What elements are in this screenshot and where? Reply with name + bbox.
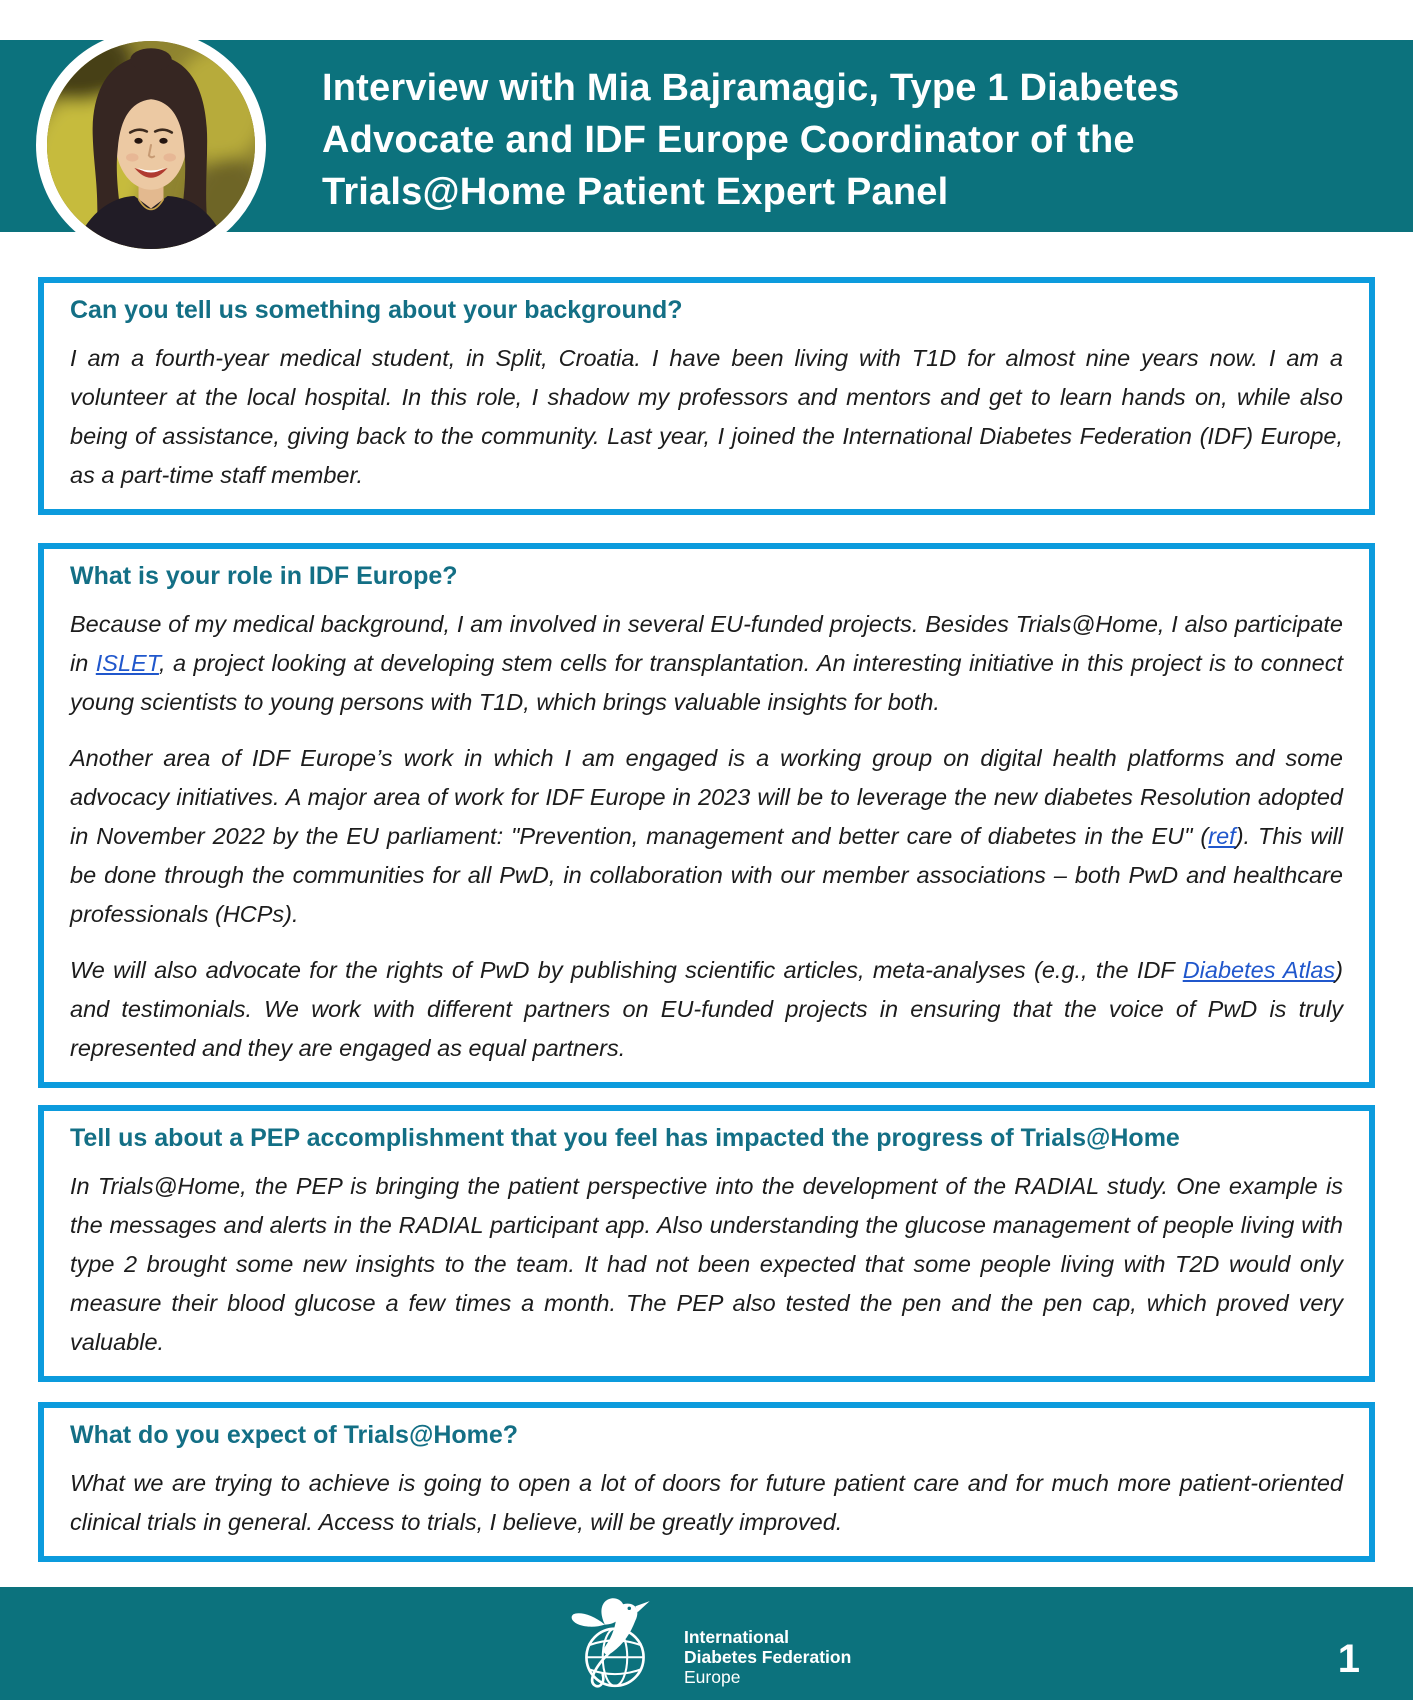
idf-europe-logo-icon [564, 1596, 666, 1690]
answer-paragraph: I am a fourth-year medical student, in Split, Croatia. I have been living with T1D for almost nine years now. I am a volunteer at the local hospital. In this role, I shadow my professors and mentors and get to learn hands on, while also being of assistance, giving back to the community. Last year, I joined the International Diabetes Federation (IDF) Europe, as a part-time staff member. [70, 345, 1343, 488]
answer-paragraph: We will also advocate for the rights of PwD by publishing scientific articles, meta-analyses (e.g., the IDF Diabetes Atlas) and testimonials. We work with different partners on EU-funded projects in ensuring that the voice of PwD is truly represented and they are engaged as equal partners. [70, 957, 1343, 1061]
question-heading: What do you expect of Trials@Home? [70, 1421, 519, 1449]
section-role [38, 543, 1375, 1088]
islet-link[interactable]: ISLET [95, 650, 159, 676]
logo-line-europe: Europe [684, 1667, 741, 1687]
page-title-line-2: Advocate and IDF Europe Coordinator of the [322, 119, 1135, 161]
logo-line-diabetes-federation: Diabetes Federation [684, 1647, 852, 1667]
section-pep-accomplishment [38, 1105, 1375, 1382]
question-heading: Tell us about a PEP accomplishment that you feel has impacted the progress of Trials@Home [70, 1124, 1180, 1152]
question-heading: What is your role in IDF Europe? [70, 562, 458, 590]
section-expectations [38, 1402, 1375, 1562]
page-number: 1 [1337, 1637, 1360, 1681]
diabetes-atlas-link[interactable]: Diabetes Atlas [1182, 957, 1336, 983]
avatar-photo-illustration [47, 41, 255, 249]
answer-paragraph: Another area of IDF Europe’s work in which I am engaged is a working group on digital health platforms and some advocacy initiatives. A major area of work for IDF Europe in 2023 will be to leverage the new diabetes Resolution adopted in November 2022 by the EU parliament: "Prevention, management and better care of diabetes in the EU" (ref). This will be done through the communities for all PwD, in collaboration with our member associations – both PwD and healthcare professionals (HCPs). [70, 745, 1344, 927]
page-title-line-1: Interview with Mia Bajramagic, Type 1 Diabetes [322, 67, 1180, 109]
answer-paragraph: Because of my medical background, I am involved in several EU-funded projects. Besides Trials@Home, I also participate in ISLET, a project looking at developing stem cells for transplantation. An interesting initiative in this project is to connect young scientists to young persons with T1D, which brings valuable insights for both. [70, 611, 1344, 715]
section-background [38, 277, 1375, 515]
page-title-line-3: Trials@Home Patient Expert Panel [322, 171, 949, 213]
answer-paragraph: What we are trying to achieve is going to open a lot of doors for future patient care and for much more patient-oriented clinical trials in general. Access to trials, I believe, will be greatly improved. [70, 1470, 1343, 1535]
avatar [36, 30, 266, 260]
page-title [322, 62, 1179, 218]
question-heading: Can you tell us something about your background? [70, 296, 683, 324]
ref-link[interactable]: ref [1208, 823, 1236, 849]
answer-paragraph: In Trials@Home, the PEP is bringing the patient perspective into the development of the RADIAL study. One example is the messages and alerts in the RADIAL participant app. Also understanding the glucose management of people living with type 2 brought some new insights to the team. It had not been expected that some people living with T2D would only measure their blood glucose a few times a month. The PEP also tested the pen and the pen cap, which proved very valuable. [70, 1173, 1343, 1355]
idf-europe-logo-text [684, 1627, 851, 1687]
logo-line-international: International [684, 1627, 790, 1647]
